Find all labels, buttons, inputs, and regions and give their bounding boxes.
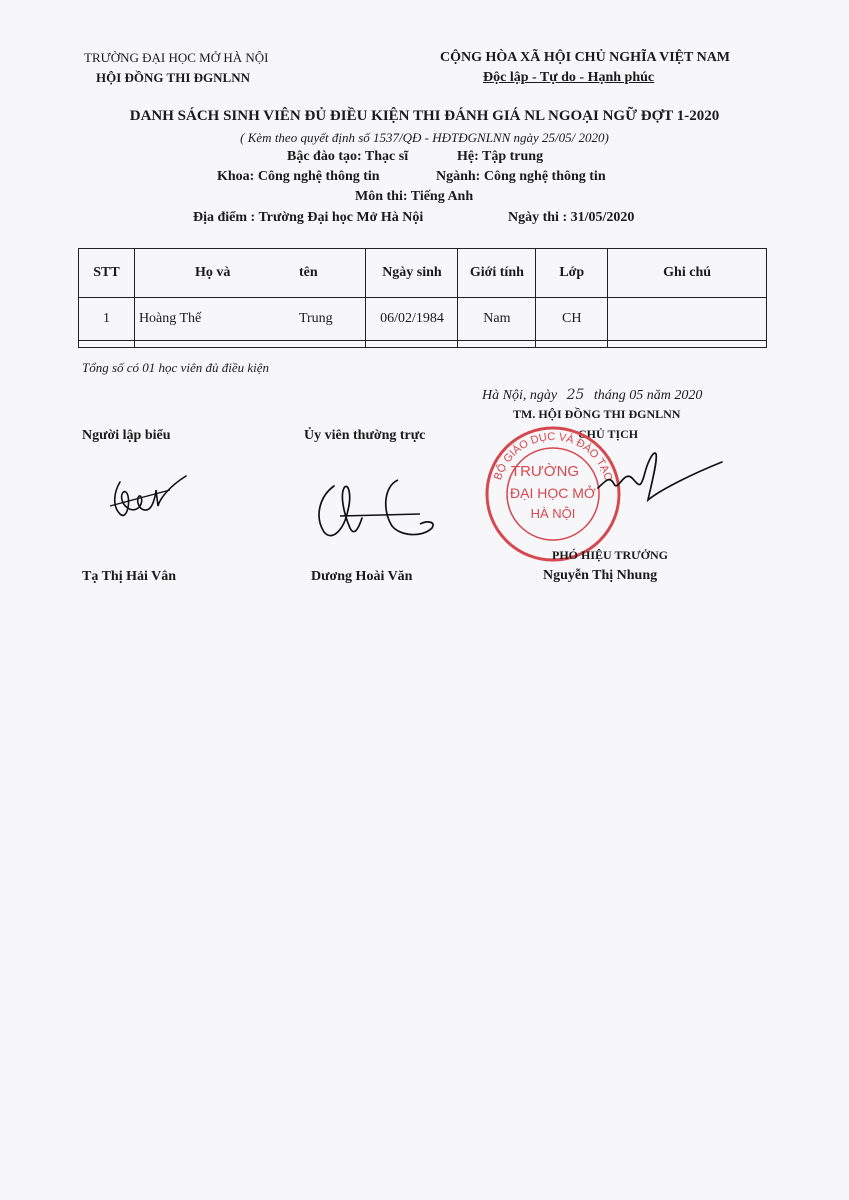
cell-ten: Trung (298, 311, 333, 326)
date-day: 25 (566, 387, 585, 403)
cell-gender: Nam (458, 298, 536, 341)
cell-class: CH (536, 298, 608, 341)
summary-text: Tổng số có 01 học viên đủ điều kiện (82, 360, 270, 375)
chair-signature (580, 440, 730, 520)
date-line (482, 387, 702, 404)
stamp-line-2: ĐẠI HỌC MỞ (510, 485, 596, 501)
stamp-line-1: TRƯỜNG (510, 463, 580, 480)
document-subtitle: ( Kèm theo quyết định số 1537/QĐ - HĐTĐGNLNN ngày 25/05/ 2020) (240, 130, 609, 145)
council-line-2: CHỦ TỊCH (578, 427, 639, 441)
header-dob: Ngày sinh (366, 249, 458, 298)
council-line-1: TM. HỘI ĐỒNG THI ĐGNLNN (513, 407, 681, 421)
study-mode: Hệ: Tập trung (457, 149, 544, 164)
stamp-ring-text: BỘ GIÁO DỤC VÀ ĐÀO TẠO (492, 430, 615, 483)
header-ho-va: Họ và (194, 265, 231, 280)
date-suffix: tháng 05 năm 2020 (593, 388, 703, 403)
student-table (78, 248, 767, 348)
header-note: Ghi chú (608, 249, 767, 298)
table-row (79, 298, 767, 341)
member-title: Ủy viên thường trực (304, 428, 426, 443)
cell-dob: 06/02/1984 (366, 298, 458, 341)
header-full-name (134, 249, 366, 298)
member-signature (300, 466, 450, 556)
preparer-title: Người lập biểu (82, 428, 171, 443)
header-gender: Giới tính (458, 249, 536, 298)
national-motto: Độc lập - Tự do - Hạnh phúc (483, 70, 655, 85)
header-ten: tên (298, 265, 318, 280)
cell-ho: Hoàng Thế (138, 311, 202, 326)
member-name: Dương Hoài Văn (311, 569, 413, 584)
major: Ngành: Công nghệ thông tin (436, 169, 606, 184)
faculty: Khoa: Công nghệ thông tin (217, 169, 380, 184)
national-title: CỘNG HÒA XÃ HỘI CHỦ NGHĨA VIỆT NAM (440, 50, 731, 65)
council-name-signer: Nguyễn Thị Nhung (543, 568, 658, 583)
document-title: DANH SÁCH SINH VIÊN ĐỦ ĐIỀU KIỆN THI ĐÁNH GIÁ NL NGOẠI NGỮ ĐỢT 1-2020 (129, 108, 720, 124)
table-spacer-row (79, 341, 767, 348)
preparer-signature (100, 462, 200, 532)
exam-subject: Môn thi: Tiếng Anh (355, 189, 474, 204)
exam-date: Ngày thi : 31/05/2020 (508, 210, 635, 225)
header-class: Lớp (536, 249, 608, 298)
header-stt: STT (79, 249, 135, 298)
cell-full-name (134, 298, 366, 341)
school-name: TRƯỜNG ĐẠI HỌC MỞ HÀ NỘI (84, 50, 269, 65)
stamp-line-3: HÀ NỘI (530, 506, 576, 521)
cell-stt: 1 (79, 298, 135, 341)
training-level: Bậc đào tạo: Thạc sĩ (287, 149, 409, 164)
preparer-name: Tạ Thị Hải Vân (82, 569, 177, 584)
exam-location: Địa điểm : Trường Đại học Mở Hà Nội (193, 210, 424, 225)
cell-note (608, 298, 767, 341)
date-prefix: Hà Nội, ngày (482, 388, 558, 403)
table-header-row (79, 249, 767, 298)
council-position: PHÓ HIỆU TRƯỞNG (552, 548, 669, 562)
council-name: HỘI ĐỒNG THI ĐGNLNN (96, 70, 250, 85)
